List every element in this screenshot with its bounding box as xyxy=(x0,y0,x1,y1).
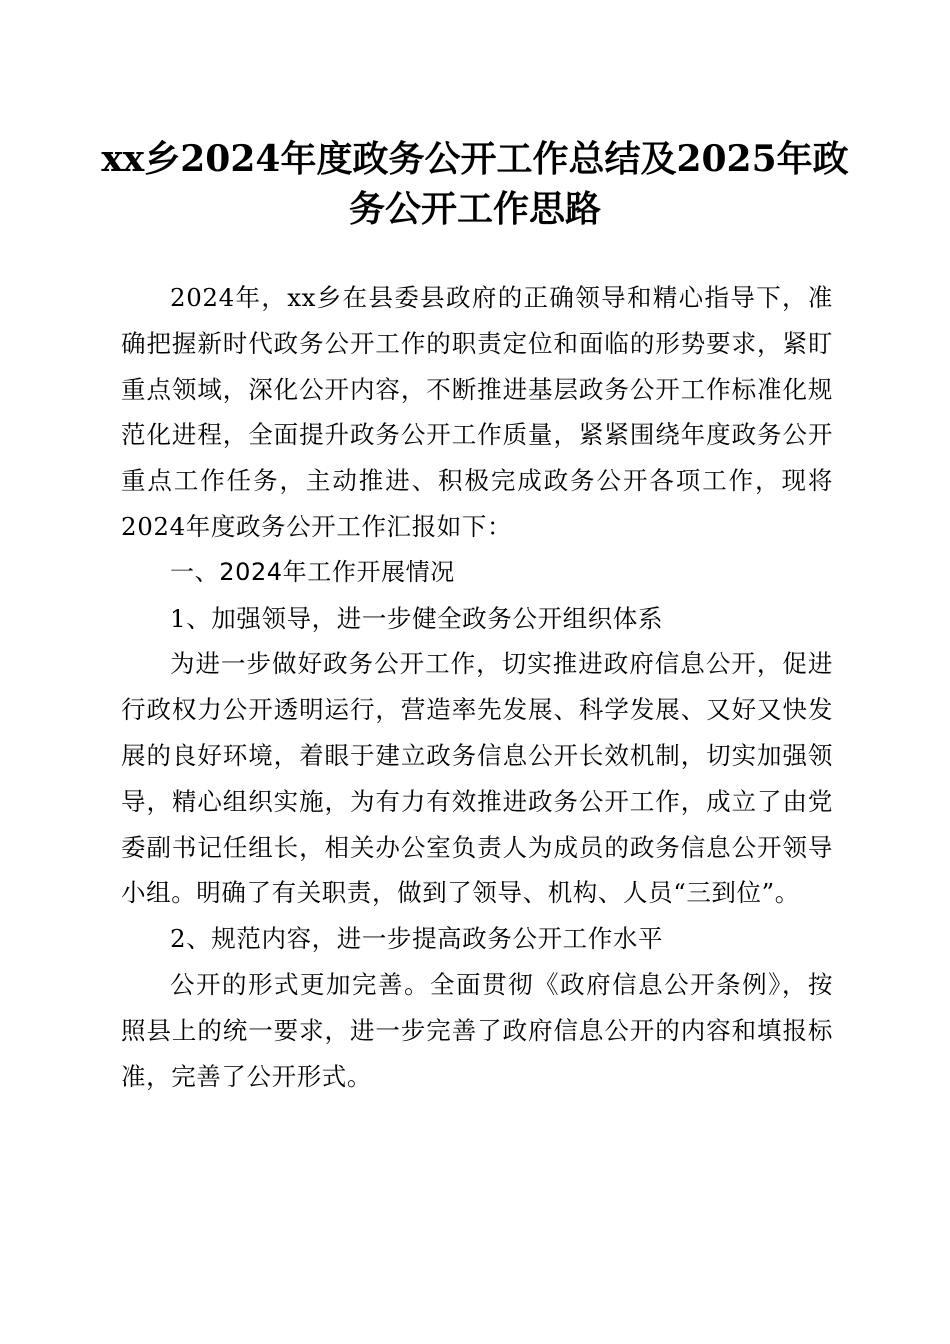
subsection-1-heading: 1、加强领导，进一步健全政务公开组织体系 xyxy=(170,603,664,633)
document-title xyxy=(100,134,850,234)
document-body xyxy=(121,275,833,1099)
section-1-heading: 一、2024年工作开展情况 xyxy=(170,557,455,586)
subsection-1-paragraph: 为进一步做好政务公开工作，切实推进政府信息公开，促进行政权力公开透明运行，营造率先发展、科学发展、又好又快发展的良好环境，着眼于建立政务信息公开长效机制，切实加强领导，精心组织实施，为有力有效推进政务公开工作，成立了由党委副书记任组长，相关办公室负责人为成员的政务信息公开领导小组。明确了有关职责，做到了领导、机构、人员“三到位”。 xyxy=(121,649,833,908)
subsection-2-heading: 2、规范内容，进一步提高政务公开工作水平 xyxy=(170,924,664,954)
intro-paragraph: 2024年，xx乡在县委县政府的正确领导和精心指导下，准确把握新时代政务公开工作的职责定位和面临的形势要求，紧盯重点领域，深化公开内容，不断推进基层政务公开工作标准化规范化进程，全面提升政务公开工作质量，紧紧围绕年度政务公开重点工作任务，主动推进、积极完成政务公开各项工作，现将2024年度政务公开工作汇报如下： xyxy=(121,283,833,541)
title-line-1: xx乡2024年度政务公开工作总结及2025年政 xyxy=(101,138,849,180)
title-line-2: 务公开工作思路 xyxy=(348,188,601,230)
subsection-2-paragraph: 公开的形式更加完善。全面贯彻《政府信息公开条例》，按照县上的统一要求，进一步完善了政府信息公开的内容和填报标准，完善了公开形式。 xyxy=(121,969,833,1091)
